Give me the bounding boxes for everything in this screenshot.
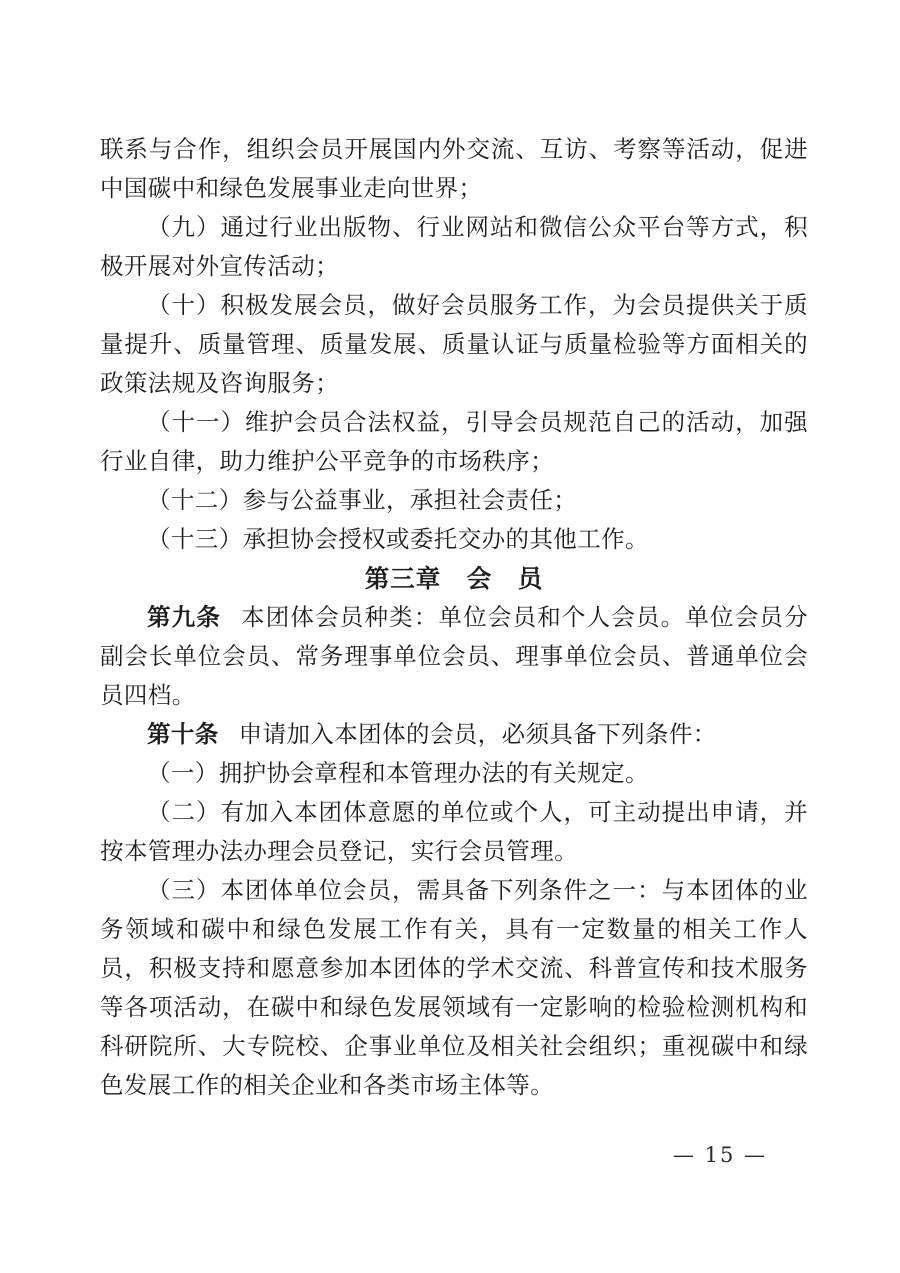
article-9-label: 第九条 [147, 603, 222, 631]
condition-item-3: （三）本团体单位会员，需具备下列条件之一：与本团体的业务领域和碳中和绿色发展工作有关，具有一定数量的相关工作人员，积极支持和愿意参加本团体的学术交流、科普宣传和技术服务等各项活动，在碳中和绿色发展领域有一定影响的检验检测机构和科研院所、大专院校、企事业单位及相关社会组织；重视碳中和绿色发展工作的相关企业和各类市场主体等。 [100, 876, 808, 1099]
condition-item-1: （一）拥护协会章程和本管理办法的有关规定。 [147, 759, 649, 787]
paragraph-continuation: 联系与合作，组织会员开展国内外交流、互访、考察等活动，促进中国碳中和绿色发展事业走向世界； [100, 135, 808, 202]
condition-item-2: （二）有加入本团体意愿的单位或个人，可主动提出申请，并按本管理办法办理会员登记，实行会员管理。 [100, 798, 808, 865]
list-item-10: （十）积极发展会员，做好会员服务工作，为会员提供关于质量提升、质量管理、质量发展、质量认证与质量检验等方面相关的政策法规及咨询服务； [100, 291, 808, 397]
page-number: — 15 — [672, 1143, 767, 1167]
list-item-9: （九）通过行业出版物、行业网站和微信公众平台等方式，积极开展对外宣传活动； [100, 213, 808, 280]
article-10-paragraph [100, 715, 808, 754]
article-9-text: 本团体会员种类：单位会员和个人会员。单位会员分副会长单位会员、常务理事单位会员、理事单位会员、普通单位会员四档。 [100, 603, 809, 709]
list-item-13: （十三）承担协会授权或委托交办的其他工作。 [147, 525, 649, 553]
list-item-11: （十一）维护会员合法权益，引导会员规范自己的活动，加强行业自律，助力维护公平竞争的市场秩序； [100, 408, 808, 475]
article-10-label: 第十条 [147, 720, 219, 748]
document-content [100, 130, 808, 1105]
list-item-12: （十二）参与公益事业，承担社会责任； [147, 486, 578, 514]
article-10-text: 申请加入本团体的会员，必须具备下列条件： [238, 720, 717, 748]
article-9-paragraph [100, 598, 808, 715]
chapter-heading: 第三章 会 员 [364, 564, 544, 593]
